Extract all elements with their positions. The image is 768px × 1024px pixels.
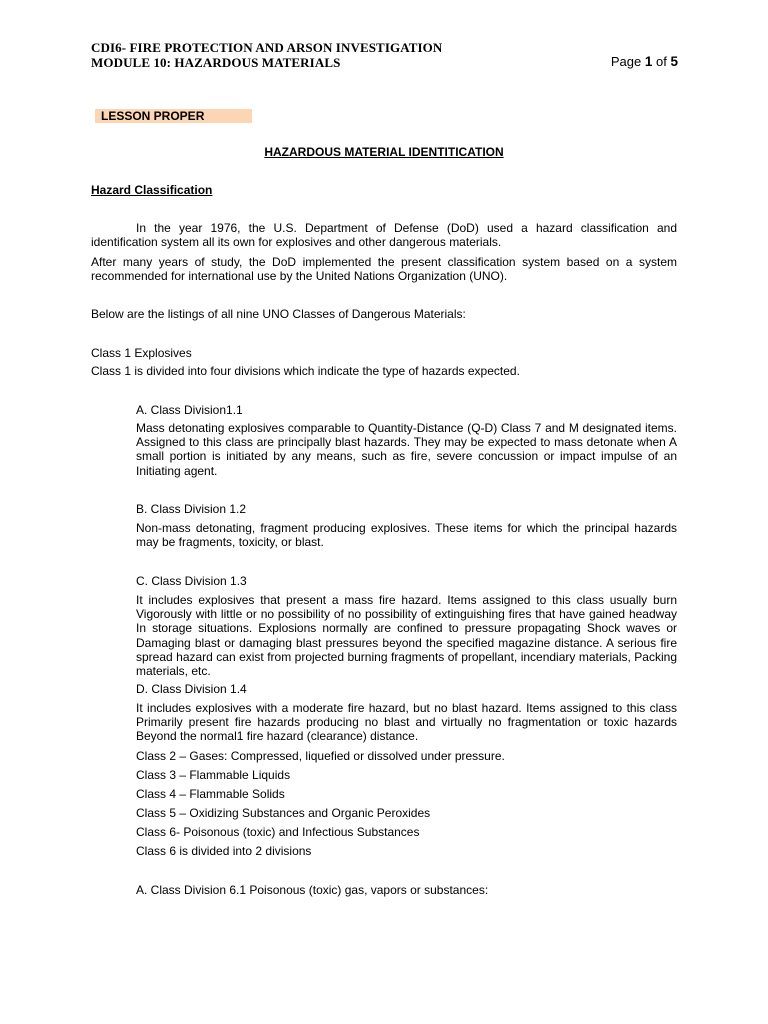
- division-1-3-text: It includes explosives that present a mass fire hazard. Items assigned to this class usually burn Vigorously with little or no possibility of no possibility of extinguishing fires that have gained headway In storage situations. Explosions normally are confined to pressure propagating Shock waves or Damaging blast or damaging blast pressures beyond the specified magazine distance. A serious fire spread hazard can exist from projected burning fragments of propellant, incendiary materials, Packing materials, etc.: [136, 593, 677, 679]
- class-4: Class 4 – Flammable Solids: [136, 787, 285, 801]
- page-current: 1: [644, 54, 653, 69]
- division-1-4-title: D. Class Division 1.4: [136, 682, 247, 696]
- class-2: Class 2 – Gases: Compressed, liquefied or dissolved under pressure.: [136, 749, 505, 763]
- page-of: of: [656, 54, 667, 69]
- module-header: MODULE 10: HAZARDOUS MATERIALS: [91, 55, 341, 70]
- lesson-proper-label: LESSON PROPER: [95, 109, 252, 123]
- page-label: Page: [610, 54, 642, 69]
- section-heading: Hazard Classification: [91, 183, 213, 197]
- class-5: Class 5 – Oxidizing Substances and Organic Peroxides: [136, 806, 431, 820]
- page-title: HAZARDOUS MATERIAL IDENTITICATION: [264, 145, 504, 159]
- class-6-divisions: Class 6 is divided into 2 divisions: [136, 844, 312, 858]
- paragraph-listing: Below are the listings of all nine UNO Classes of Dangerous Materials:: [91, 307, 466, 321]
- class-3: Class 3 – Flammable Liquids: [136, 768, 291, 782]
- division-1-3-title: C. Class Division 1.3: [136, 574, 247, 588]
- division-6-1-title: A. Class Division 6.1 Poisonous (toxic) gas, vapors or substances:: [136, 883, 489, 897]
- paragraph-dod: After many years of study, the DoD implemented the present classification system based on a system recommended for international use by the United Nations Organization (UNO).: [91, 255, 677, 284]
- course-header: CDI6- FIRE PROTECTION AND ARSON INVESTIGATION: [91, 40, 443, 55]
- division-1-4-text: It includes explosives with a moderate fire hazard, but no blast hazard. Items assigned to this class Primarily present fire hazards producing no blast and virtually no fragmentation or toxic hazards Beyond the normal1 fire hazard (clearance) distance.: [136, 701, 677, 744]
- class-1-description: Class 1 is divided into four divisions which indicate the type of hazards expected.: [91, 364, 520, 378]
- division-1-1-title: A. Class Division1.1: [136, 403, 243, 417]
- class-6: Class 6- Poisonous (toxic) and Infectious Substances: [136, 825, 420, 839]
- page-number: [611, 54, 678, 69]
- page-total: 5: [670, 54, 678, 69]
- division-1-2-title: B. Class Division 1.2: [136, 502, 247, 516]
- paragraph-intro: In the year 1976, the U.S. Department of Defense (DoD) used a hazard classification and identification system all its own for explosives and other dangerous materials.: [91, 221, 677, 250]
- division-1-1-text: Mass detonating explosives comparable to Quantity-Distance (Q-D) Class 7 and M designated items. Assigned to this class are principally blast hazards. They may be expected to mass detonate when A small portion is initiated by any means, such as fire, severe concussion or impact impulse of an Initiating agent.: [136, 421, 677, 478]
- division-1-2-text: Non-mass detonating, fragment producing explosives. These items for which the principal hazards may be fragments, toxicity, or blast.: [136, 521, 677, 550]
- class-1-title: Class 1 Explosives: [91, 346, 192, 360]
